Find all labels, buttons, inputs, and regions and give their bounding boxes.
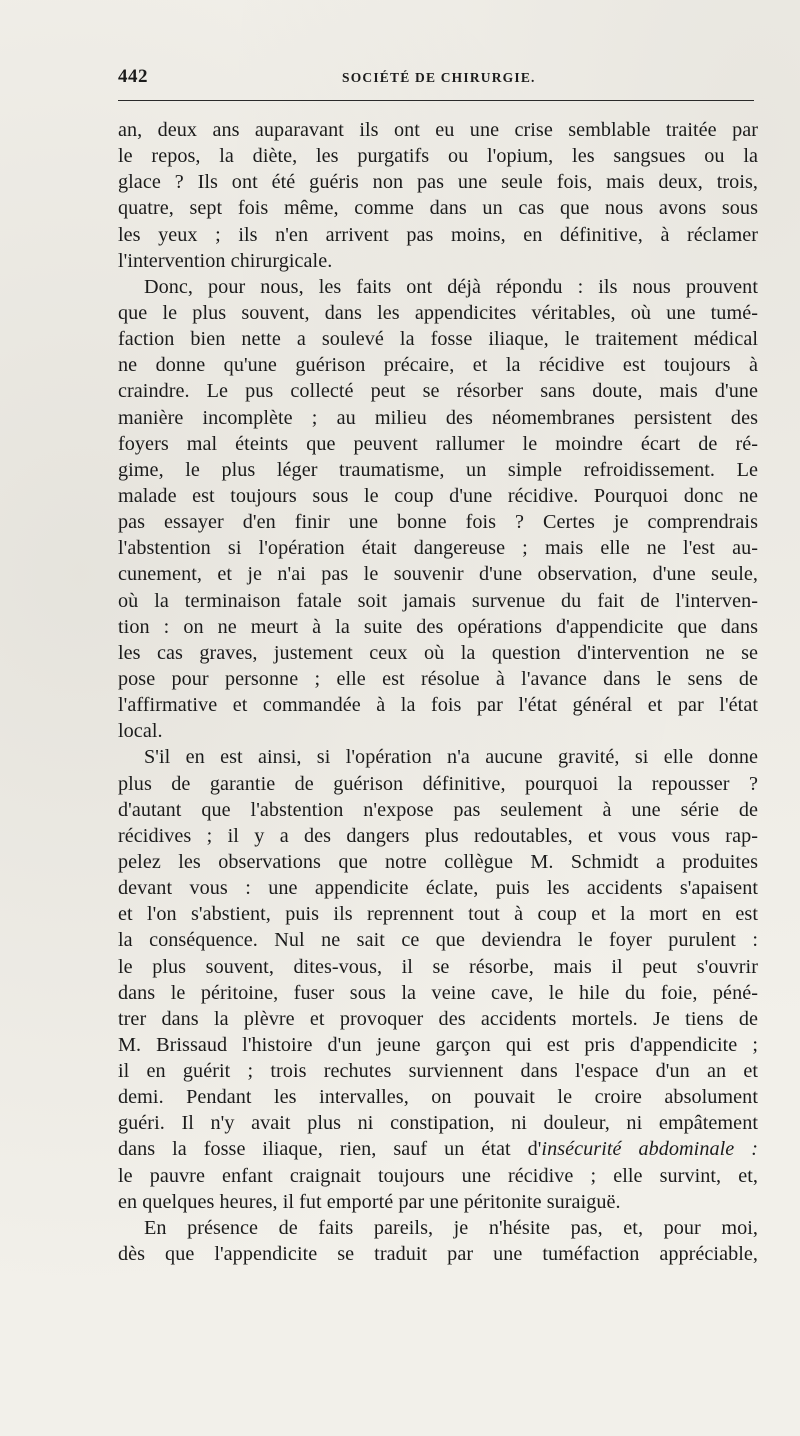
text-line: l'intervention chirurgicale.	[118, 249, 333, 272]
text-line: et l'on s'abstient, puis ils reprennent tout à coup et la mort en est	[118, 903, 758, 926]
paragraph-start-line: En présence de faits pareils, je n'hésite pas, et, pour moi,	[144, 1216, 758, 1239]
text-line: glace ? Ils ont été guéris non pas une seule fois, mais deux, trois,	[118, 171, 758, 194]
text-line: pelez les observations que notre collègue M. Schmidt a produites	[118, 850, 758, 873]
text-line: manière incomplète ; au milieu des néomembranes persistent des	[118, 406, 758, 429]
text-line: la conséquence. Nul ne sait ce que deviendra le foyer purulent :	[118, 929, 758, 952]
text-line: où la terminaison fatale soit jamais survenue du fait de l'interven-	[118, 589, 758, 612]
text-line: an, deux ans auparavant ils ont eu une crise semblable traitée par	[118, 119, 758, 141]
text-line: trer dans la plèvre et provoquer des accidents mortels. Je tiens de	[118, 1007, 758, 1030]
text-line: récidives ; il y a des dangers plus redoutables, et vous vous rap-	[118, 824, 758, 847]
paragraph-start-line: Donc, pour nous, les faits ont déjà répondu : ils nous prouvent	[144, 275, 758, 298]
text-line: il en guérit ; trois rechutes surviennent dans l'espace d'un an et	[118, 1060, 758, 1083]
running-head	[118, 64, 754, 90]
paragraph-start-line: S'il en est ainsi, si l'opération n'a aucune gravité, si elle donne	[144, 746, 758, 769]
text-line: dès que l'appendicite se traduit par une tuméfaction appréciable,	[118, 1243, 758, 1266]
text-line: plus de garantie de guérison définitive, pourquoi la repousser ?	[118, 772, 758, 795]
text-line: cunement, et je n'ai pas le souvenir d'une observation, d'une seule,	[118, 563, 758, 586]
text-line: en quelques heures, il fut emporté par une péritonite suraiguë.	[118, 1190, 621, 1213]
text-line: tion : on ne meurt à la suite des opérations d'appendicite que dans	[118, 615, 758, 638]
body-text	[118, 117, 758, 1267]
text-line: malade est toujours sous le coup d'une récidive. Pourquoi donc ne	[118, 484, 758, 507]
text-line: local.	[118, 720, 163, 743]
header-rule	[118, 100, 754, 101]
text-line: l'abstention si l'opération était dangereuse ; mais elle ne l'est au-	[118, 537, 758, 560]
text-line: craindre. Le pus collecté peut se résorber sans doute, mais d'une	[118, 380, 758, 403]
text-line: d'autant que l'abstention n'expose pas seulement à une série de	[118, 798, 758, 821]
text-line: pas essayer d'en finir une bonne fois ? Certes je comprendrais	[118, 511, 758, 534]
text-line: le plus souvent, dites-vous, il se résorbe, mais il peut s'ouvrir	[118, 955, 758, 978]
text-line: M. Brissaud l'histoire d'un jeune garçon qui est pris d'appendicite ;	[118, 1033, 758, 1056]
text-line: les yeux ; ils n'en arrivent pas moins, en définitive, à réclamer	[118, 223, 758, 246]
text-line: dans le péritoine, fuser sous la veine cave, le hile du foie, péné-	[118, 981, 758, 1004]
text-line: foyers mal éteints que peuvent rallumer le moindre écart de ré-	[118, 432, 758, 455]
running-title: SOCIÉTÉ DE CHIRURGIE.	[342, 70, 536, 85]
text-line: faction bien nette a soulevé la fosse iliaque, le traitement médical	[118, 328, 758, 351]
text-line: pose pour personne ; elle est résolue à l'avance dans le sens de	[118, 667, 758, 690]
page-number: 442	[118, 66, 148, 87]
italic-phrase: insécurité abdominale :	[541, 1138, 758, 1161]
text-line: guéri. Il n'y avait plus ni constipation, ni douleur, ni empâtement	[118, 1112, 758, 1135]
text-line: l'affirmative et commandée à la fois par l'état général et par l'état	[118, 694, 758, 717]
text-line: quatre, sept fois même, comme dans un cas que nous avons sous	[118, 197, 758, 220]
text-line: les cas graves, justement ceux où la question d'intervention ne se	[118, 641, 758, 664]
text-line: le repos, la diète, les purgatifs ou l'opium, les sangsues ou la	[118, 145, 758, 168]
text-line: demi. Pendant les intervalles, on pouvait le croire absolument	[118, 1086, 758, 1109]
text-line: devant vous : une appendicite éclate, puis les accidents s'apaisent	[118, 877, 758, 900]
text-line: ne donne qu'une guérison précaire, et la récidive est toujours à	[118, 354, 758, 377]
text-line-with-italic	[118, 1136, 758, 1162]
text-line: que le plus souvent, dans les appendicites véritables, où une tumé-	[118, 301, 758, 324]
text-fragment: dans la fosse iliaque, rien, sauf un état d'	[118, 1138, 542, 1161]
text-line: gime, le plus léger traumatisme, un simple refroidissement. Le	[118, 458, 758, 481]
text-line: le pauvre enfant craignait toujours une récidive ; elle survint, et,	[118, 1164, 758, 1187]
